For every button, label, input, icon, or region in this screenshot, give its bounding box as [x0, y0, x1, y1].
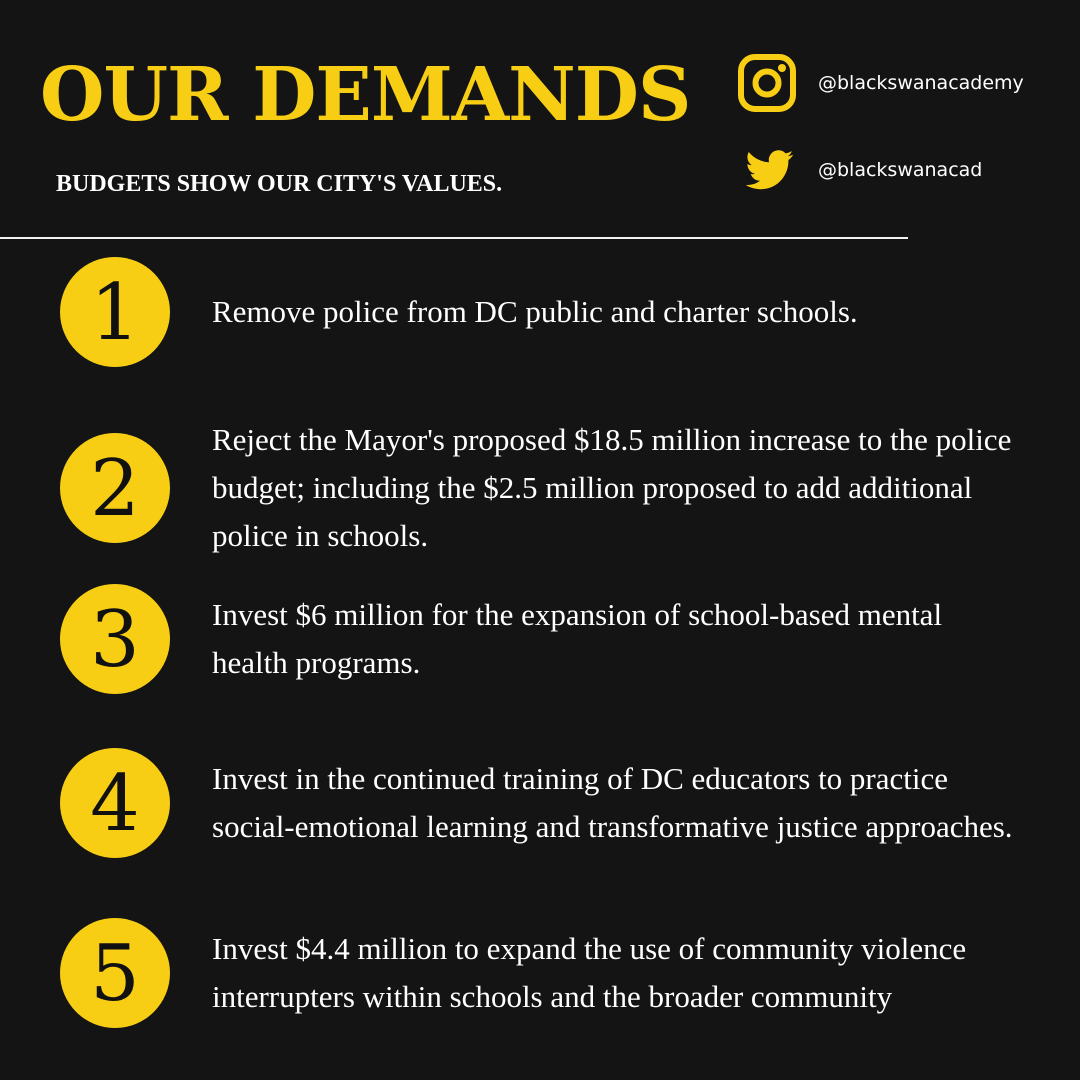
demand-number-badge: [60, 584, 170, 694]
demand-number: 1: [90, 268, 140, 358]
demand-number: 3: [90, 595, 140, 685]
demand-text: Invest in the continued training of DC educators to practice social-emotional learning and transformative justice approaches.: [212, 761, 1013, 844]
instagram-icon: [736, 52, 798, 114]
instagram-handle: @blackswanacademy: [818, 72, 1024, 94]
demand-number-badge: [60, 257, 170, 367]
demand-item-4: [60, 748, 1040, 858]
demand-text: Reject the Mayor's proposed $18.5 million increase to the police budget; including the $2.5 million proposed to add additional police in schools.: [212, 422, 1012, 553]
twitter-link[interactable]: [746, 150, 982, 190]
demand-text: Invest $4.4 million to expand the use of community violence interrupters within schools and the broader community: [212, 931, 967, 1014]
demand-item-1: [60, 257, 1040, 367]
twitter-handle: @blackswanacad: [818, 159, 983, 181]
demand-text: Remove police from DC public and charter schools.: [212, 294, 858, 329]
demand-number: 5: [90, 929, 140, 1019]
demand-item-3: [60, 584, 1040, 694]
demand-item-2: [60, 416, 1040, 560]
instagram-link[interactable]: [736, 52, 1024, 114]
demand-number-badge: [60, 748, 170, 858]
page-title: OUR DEMANDS: [40, 52, 691, 138]
header-divider: [0, 237, 908, 239]
demand-number-badge: [60, 918, 170, 1028]
demand-number: 2: [90, 444, 140, 534]
demand-number-badge: [60, 433, 170, 543]
twitter-icon: [746, 150, 794, 190]
demand-item-5: [60, 918, 1040, 1028]
page-subtitle: BUDGETS SHOW OUR CITY'S VALUES.: [56, 171, 503, 197]
demand-number: 4: [90, 759, 140, 849]
demand-text: Invest $6 million for the expansion of school-based mental health programs.: [212, 597, 943, 680]
